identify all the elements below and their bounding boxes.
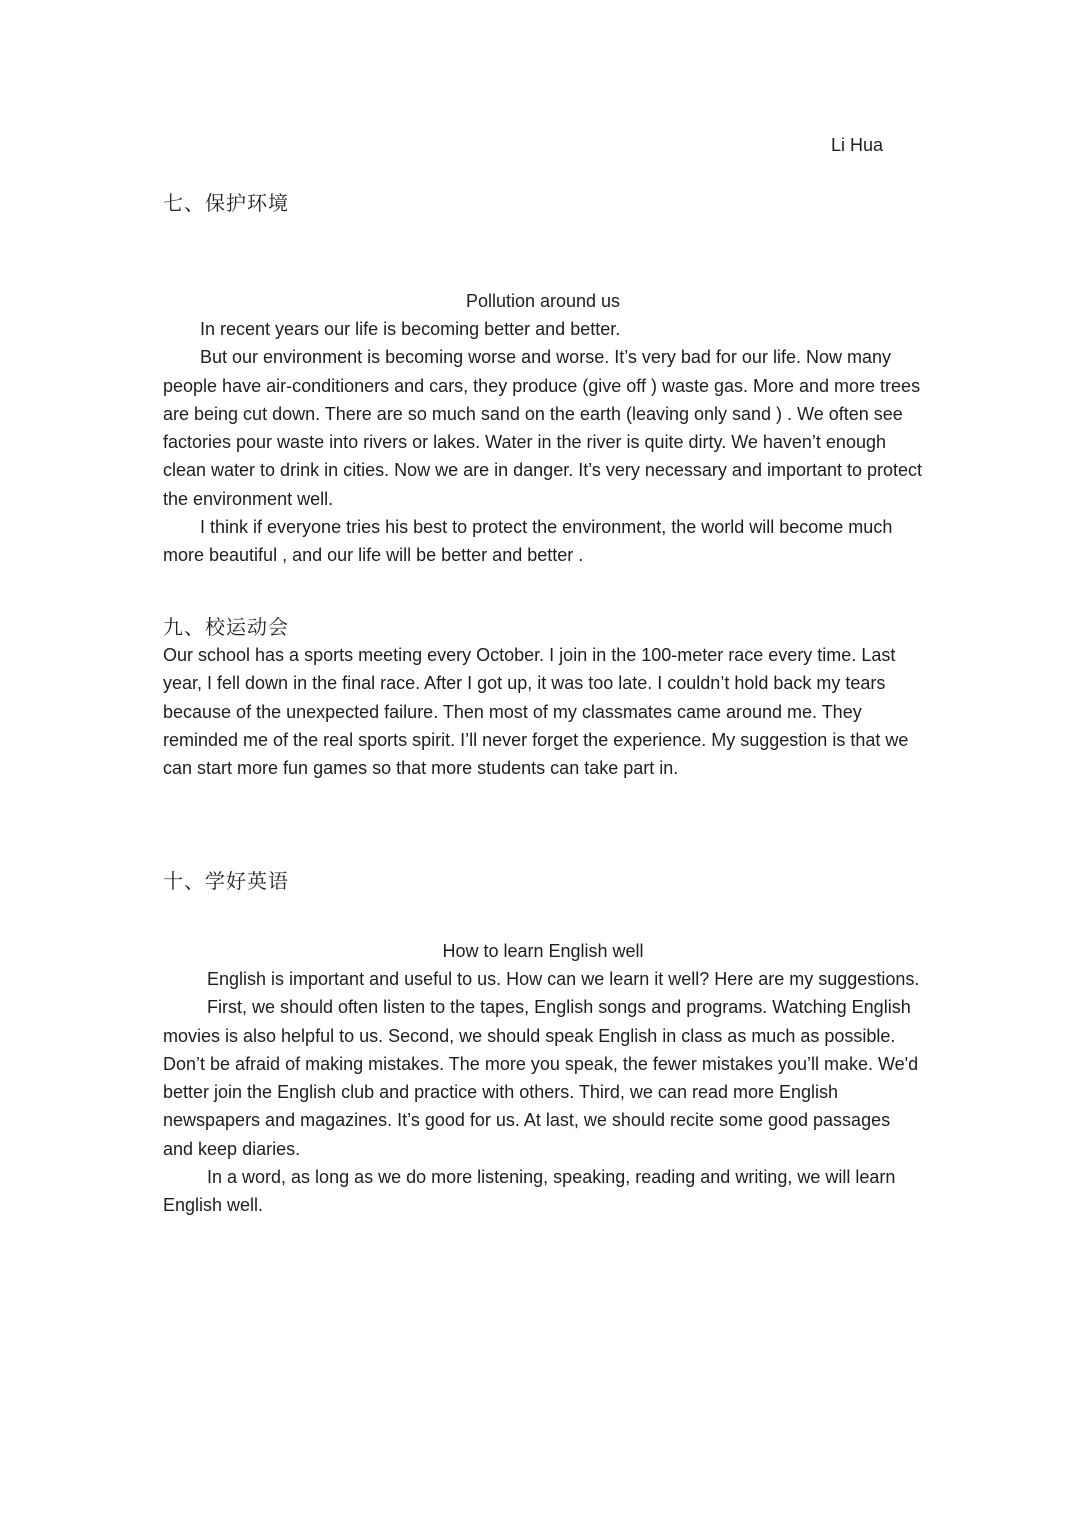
essay-paragraph: I think if everyone tries his best to protect the environment, the world will become much more beautiful , and our life will be better and better . (163, 517, 893, 566)
essay-paragraph: In a word, as long as we do more listening, speaking, reading and writing, we will learn English well. (163, 1167, 896, 1216)
essay-paragraph: English is important and useful to us. How can we learn it well? Here are my suggestions. (207, 969, 920, 989)
section-protect-environment (163, 189, 923, 570)
section-heading: 七、保护环境 (163, 191, 289, 215)
section-heading: 九、校运动会 (163, 615, 289, 639)
essay-title: How to learn English well (442, 941, 644, 961)
essay-paragraph: First, we should often listen to the tapes, English songs and programs. Watching English movies is also helpful to us. Second, we should speak English in class as much as possible. Don’t be afraid of making mistakes. The more you speak, the fewer mistakes you’ll make. We'd better join the English club and practice with others. Third, we can read more English newspapers and magazines. It’s good for us. At last, we should recite some good passages and keep diaries. (163, 997, 919, 1159)
section-learn-english (163, 867, 923, 1220)
essay-title: Pollution around us (465, 291, 621, 311)
section-heading: 十、学好英语 (163, 869, 289, 893)
section-sports-meeting (163, 613, 923, 782)
essay-paragraph: Our school has a sports meeting every October. I join in the 100-meter race every time. Last year, I fell down in the final race. After I got up, it was too late. I couldn’t hold back my tears because of the unexpected failure. Then most of my classmates came around me. They reminded me of the real sports spirit. I’ll never forget the experience. My suggestion is that we can start more fun games so that more students can take part in. (163, 645, 909, 779)
essay-paragraph: But our environment is becoming worse and worse. It’s very bad for our life. Now many people have air-conditioners and cars, they produce (give off ) waste gas. More and more trees are being cut down. There are so much sand on the earth (leaving only sand ) . We often see factories pour waste into rivers or lakes. Water in the river is quite dirty. We haven’t enough clean water to drink in cities. Now we are in danger. It’s very necessary and important to protect the environment well. (163, 347, 923, 509)
author-name: Li Hua (831, 135, 884, 155)
essay-paragraph: In recent years our life is becoming better and better. (200, 319, 621, 339)
